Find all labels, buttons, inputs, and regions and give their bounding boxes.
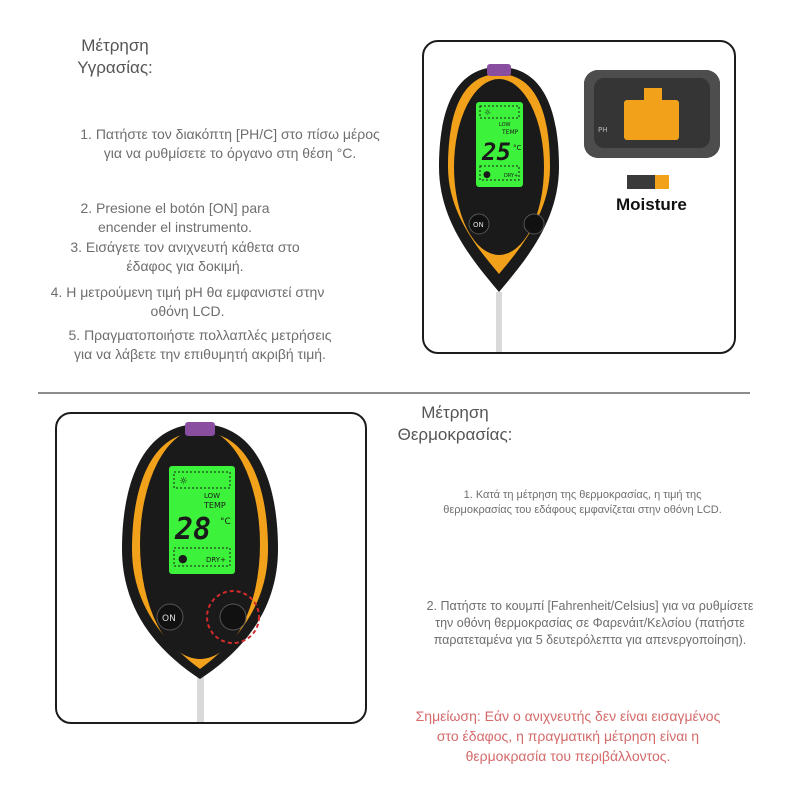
device-top-cap <box>185 422 215 436</box>
lcd-temp: TEMP <box>502 129 519 136</box>
step-line: για να λάβετε την επιθυμητή ακριβή τιμή. <box>74 346 326 362</box>
temperature-photo-frame <box>55 412 367 724</box>
step-line: 5. Πραγματοποιήστε πολλαπλές μετρήσεις <box>68 327 332 343</box>
moisture-step-2 <box>40 199 310 237</box>
mode-button[interactable] <box>524 214 544 234</box>
switch-closeup-image <box>584 70 720 158</box>
temperature-step-2 <box>385 598 795 649</box>
temperature-note <box>368 706 768 766</box>
lcd-value: 28 <box>175 512 212 547</box>
step-line: οθόνη LCD. <box>150 303 225 319</box>
step-line: encender el instrumento. <box>97 219 253 235</box>
step-line: 4. Η μετρούμενη τιμή pH θα εμφανιστεί στην <box>50 284 325 300</box>
title-line: Μέτρηση <box>421 403 489 422</box>
section-divider <box>38 392 750 394</box>
moisture-step-1 <box>30 125 430 163</box>
lcd-drop-icon: ● <box>483 170 491 180</box>
step-line: 1. Κατά τη μέτρηση της θερμοκρασίας, η τιμή της <box>463 489 702 501</box>
note-line: Σημείωση: Εάν ο ανιχνευτής δεν είναι εισαγμένος <box>415 708 721 724</box>
mode-button[interactable] <box>220 604 246 630</box>
step-line: έδαφος για δοκιμή. <box>126 258 244 274</box>
step-line: 1. Πατήστε τον διακόπτη [PH/C] στο πίσω μέρος <box>80 126 380 142</box>
soil-meter-image <box>57 414 365 722</box>
title-line: Μέτρηση <box>81 36 149 55</box>
lcd-unit: °C <box>220 517 231 527</box>
step-line: θερμοκρασίας του εδάφους εμφανίζεται στην οθόνη LCD. <box>443 504 722 516</box>
moisture-step-3 <box>25 238 345 276</box>
on-button-label: ON <box>162 614 176 624</box>
lcd-sun-icon: ☼ <box>179 476 188 487</box>
lcd-low: LOW <box>204 492 221 500</box>
moisture-photo-frame <box>422 40 736 354</box>
temperature-step-1 <box>385 488 780 518</box>
step-line: την οθόνη θερμοκρασίας σε Φαρενάιτ/Κελσίου (πατήστε <box>435 616 745 630</box>
lcd-sun-icon: ☼ <box>484 108 492 117</box>
note-line: θερμοκρασία του περιβάλλοντος. <box>465 748 671 764</box>
step-line: 2. Πατήστε το κουμπί [Fahrenheit/Celsius] για να ρυθμίσετε <box>426 599 754 613</box>
title-line: Θερμοκρασίας: <box>397 425 513 444</box>
device-top-cap <box>487 64 511 76</box>
note-line: στο έδαφος, η πραγματική μέτρηση είναι η <box>436 728 700 744</box>
title-line: Υγρασίας: <box>77 58 153 77</box>
switch-closeup-inset <box>584 70 720 158</box>
lcd-unit: °C <box>513 144 522 152</box>
lcd-temp: TEMP <box>204 501 226 510</box>
moisture-switch-icon <box>627 175 669 189</box>
section-title-moisture <box>55 35 175 79</box>
step-line: για να ρυθμίσετε το όργανο στη θέση °C. <box>103 145 357 161</box>
lcd-dry: DRY+ <box>504 173 519 179</box>
step-line: παρατεταμένα για 5 δευτερόλεπτα για απενεργοποίηση). <box>433 633 747 647</box>
lcd-dry: DRY+ <box>206 556 226 564</box>
lcd-drop-icon: ● <box>178 552 188 565</box>
moisture-step-5 <box>15 326 385 364</box>
moisture-label: Moisture <box>616 195 687 214</box>
on-button-label: ON <box>473 221 484 229</box>
section-title-temperature <box>385 402 525 446</box>
moisture-step-4 <box>5 283 370 321</box>
probe-rod <box>496 292 502 352</box>
step-line: 2. Presione el botón [ON] para <box>80 200 270 216</box>
switch-ph-label: PH <box>598 126 608 134</box>
lcd-low: LOW <box>499 122 511 128</box>
step-line: 3. Εισάγετε τον ανιχνευτή κάθετα στο <box>70 239 300 255</box>
lcd-value: 25 <box>482 138 511 166</box>
